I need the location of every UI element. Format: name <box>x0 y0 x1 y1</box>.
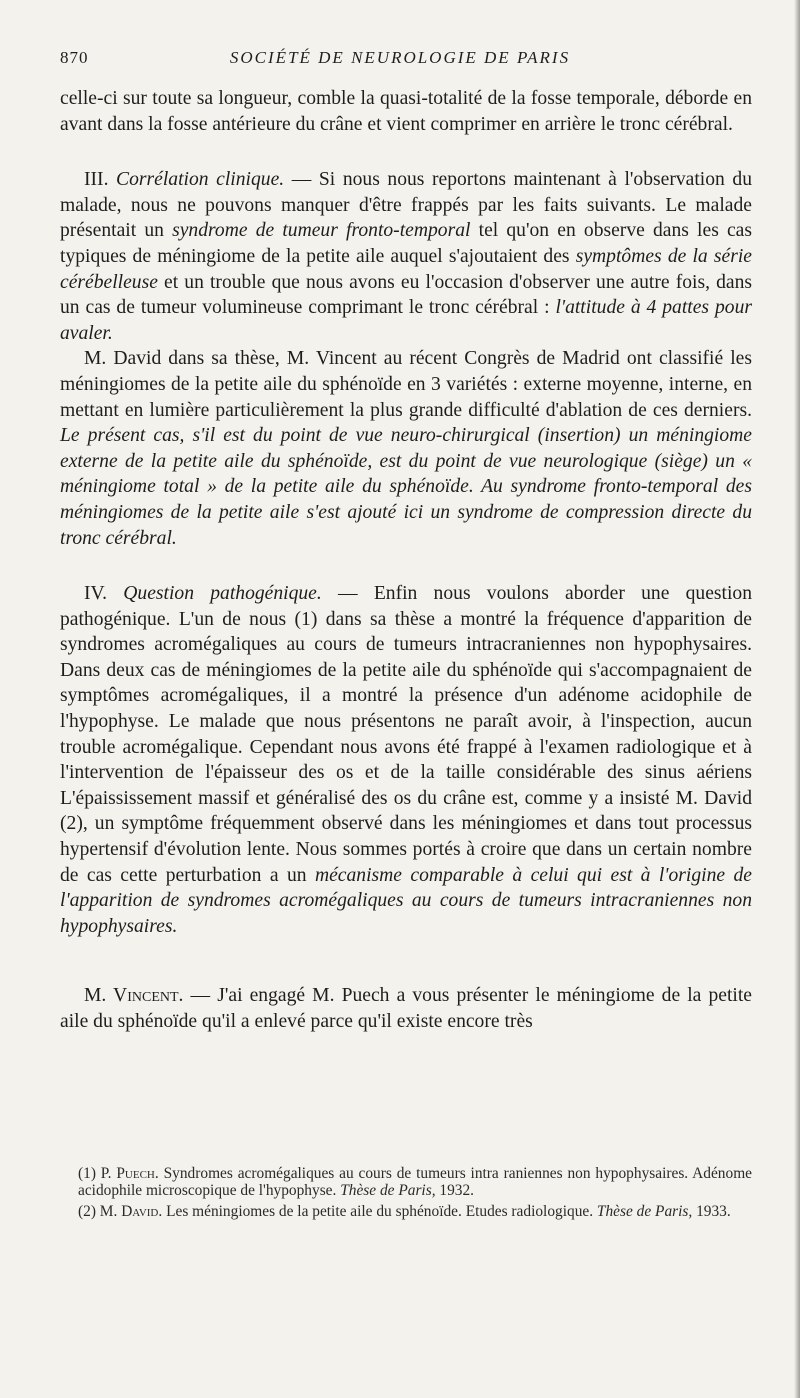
text-run: (1) P. <box>78 1165 117 1182</box>
footnote-2 <box>78 1203 752 1220</box>
paragraph-classification <box>60 346 752 551</box>
text-run: — Enfin nous voulons aborder une question pathogénique. L'un de nous (1) dans sa thèse a montré la fréquence d'apparition de syndromes acromégaliques au cours de tumeurs intracraniennes non hypophysaires. Dans deux cas de méningiomes de la petite aile du sphénoïde qui s'accompagnaient de symptômes acromégaliques, il a montré la présence d'un adénome acidophile de l'hypophyse. Le malade que nous présentons ne paraît avoir, à l'inspection, aucun trouble acromégalique. Cependant nous avons été frappé à l'examen radiologique et à l'intervention de l'épaisseur des os et de la taille considérable des sinus aériens L'épaississement massif et généralisé des os du crâne est, comme y a insisté M. David (2), un symptôme fréquemment observé dans les méningiomes et dans tout processus hypertensif d'évolution lente. Nous sommes portés à croire que dans un certain nombre de cas cette perturbation a un <box>60 583 753 886</box>
italic-run: symptômes de la série cérébelleuse <box>60 245 752 293</box>
text-run: M. David dans sa thèse, M. Vincent au récent Congrès de Madrid ont classifié les méningiomes de la petite aile du sphénoïde en 3 variétés : externe moyenne, interne, en mettant en lumière particulièrement la plus grande difficulté d'ablation de ces derniers. <box>60 348 752 421</box>
text-run: (2) M. <box>78 1203 122 1220</box>
italic-run: Thèse de Paris, <box>340 1182 436 1199</box>
running-title: SOCIÉTÉ DE NEUROLOGIE DE PARIS <box>229 48 571 67</box>
footnote-1 <box>78 1165 752 1199</box>
italic-run: l'attitude à 4 pattes pour avaler. <box>60 297 752 344</box>
section-heading: Corrélation clinique. <box>116 169 285 191</box>
section-number: III. <box>84 169 117 191</box>
italic-run: Le présent cas, s'il est du point de vue neuro-chirurgical (insertion) un méningiome externe de la petite aile du sphénoïde, est du point de vue neurologique (siège) un « méningiome total » de la petite aile du sphénoïde. Au syndrome fronto-temporal des méningiomes de la petite aile s'est ajouté ici un syndrome de compression directe du tronc cérébral. <box>60 425 752 549</box>
text-run: — J'ai engagé M. Puech a vous présenter le méningiome de la petite aile du sphénoïde qu'il a enlevé parce qu'il existe encore très <box>60 985 752 1032</box>
text-run: . Syndromes acromégaliques au cours de tumeurs intra raniennes non hypophysaires. Adénome acidophile microscopique de l'hypophyse. <box>78 1165 753 1199</box>
text-run: 1933. <box>692 1203 731 1220</box>
text-run: tel qu'on en observe dans les cas typiques de méningiome de la petite aile auquel s'ajoutaient des <box>60 220 753 267</box>
paragraph-vincent-remark <box>60 983 752 1034</box>
italic-run: mécanisme comparable à celui qui est à l'origine de l'apparition de syndromes acromégaliques au cours de tumeurs intracraniennes non hypophysaires. <box>60 864 752 937</box>
section-number: IV. <box>84 583 124 605</box>
author-name: Puech <box>116 1165 155 1182</box>
text-run: et un trouble que nous avons eu l'occasion d'observer une autre fois, dans un cas de tumeur volumineuse comprimant le tronc cérébral : <box>60 271 752 319</box>
speaker-name: M. Vincent. <box>84 985 184 1007</box>
author-name: David <box>121 1203 159 1220</box>
paragraph-clinical-correlation <box>60 167 752 346</box>
text-run: . Les méningiomes de la petite aile du sphénoïde. Etudes radiologique. <box>158 1203 597 1220</box>
italic-run: syndrome de tumeur fronto-temporal <box>172 220 471 242</box>
page-header <box>60 48 740 76</box>
section-heading: Question pathogénique. <box>123 583 322 605</box>
footnotes <box>78 1165 752 1224</box>
text-run: — Si nous nous reportons maintenant à l'observation du malade, nous ne pouvons manquer d'être frappés par les faits suivants. Le malade présentait un <box>60 169 752 242</box>
italic-run: Thèse de Paris, <box>596 1203 693 1220</box>
page-number: 870 <box>60 48 89 67</box>
text-run: 1932. <box>435 1182 475 1199</box>
body-text <box>60 86 752 1035</box>
paragraph-pathogenic-question <box>60 581 752 939</box>
paragraph-continuation: celle-ci sur toute sa longueur, comble la quasi-totalité de la fosse temporale, déborde en avant dans la fosse antérieure du crâne et vient comprimer en arrière le tronc cérébral. <box>60 88 752 135</box>
page-edge-shadow <box>794 0 800 1398</box>
